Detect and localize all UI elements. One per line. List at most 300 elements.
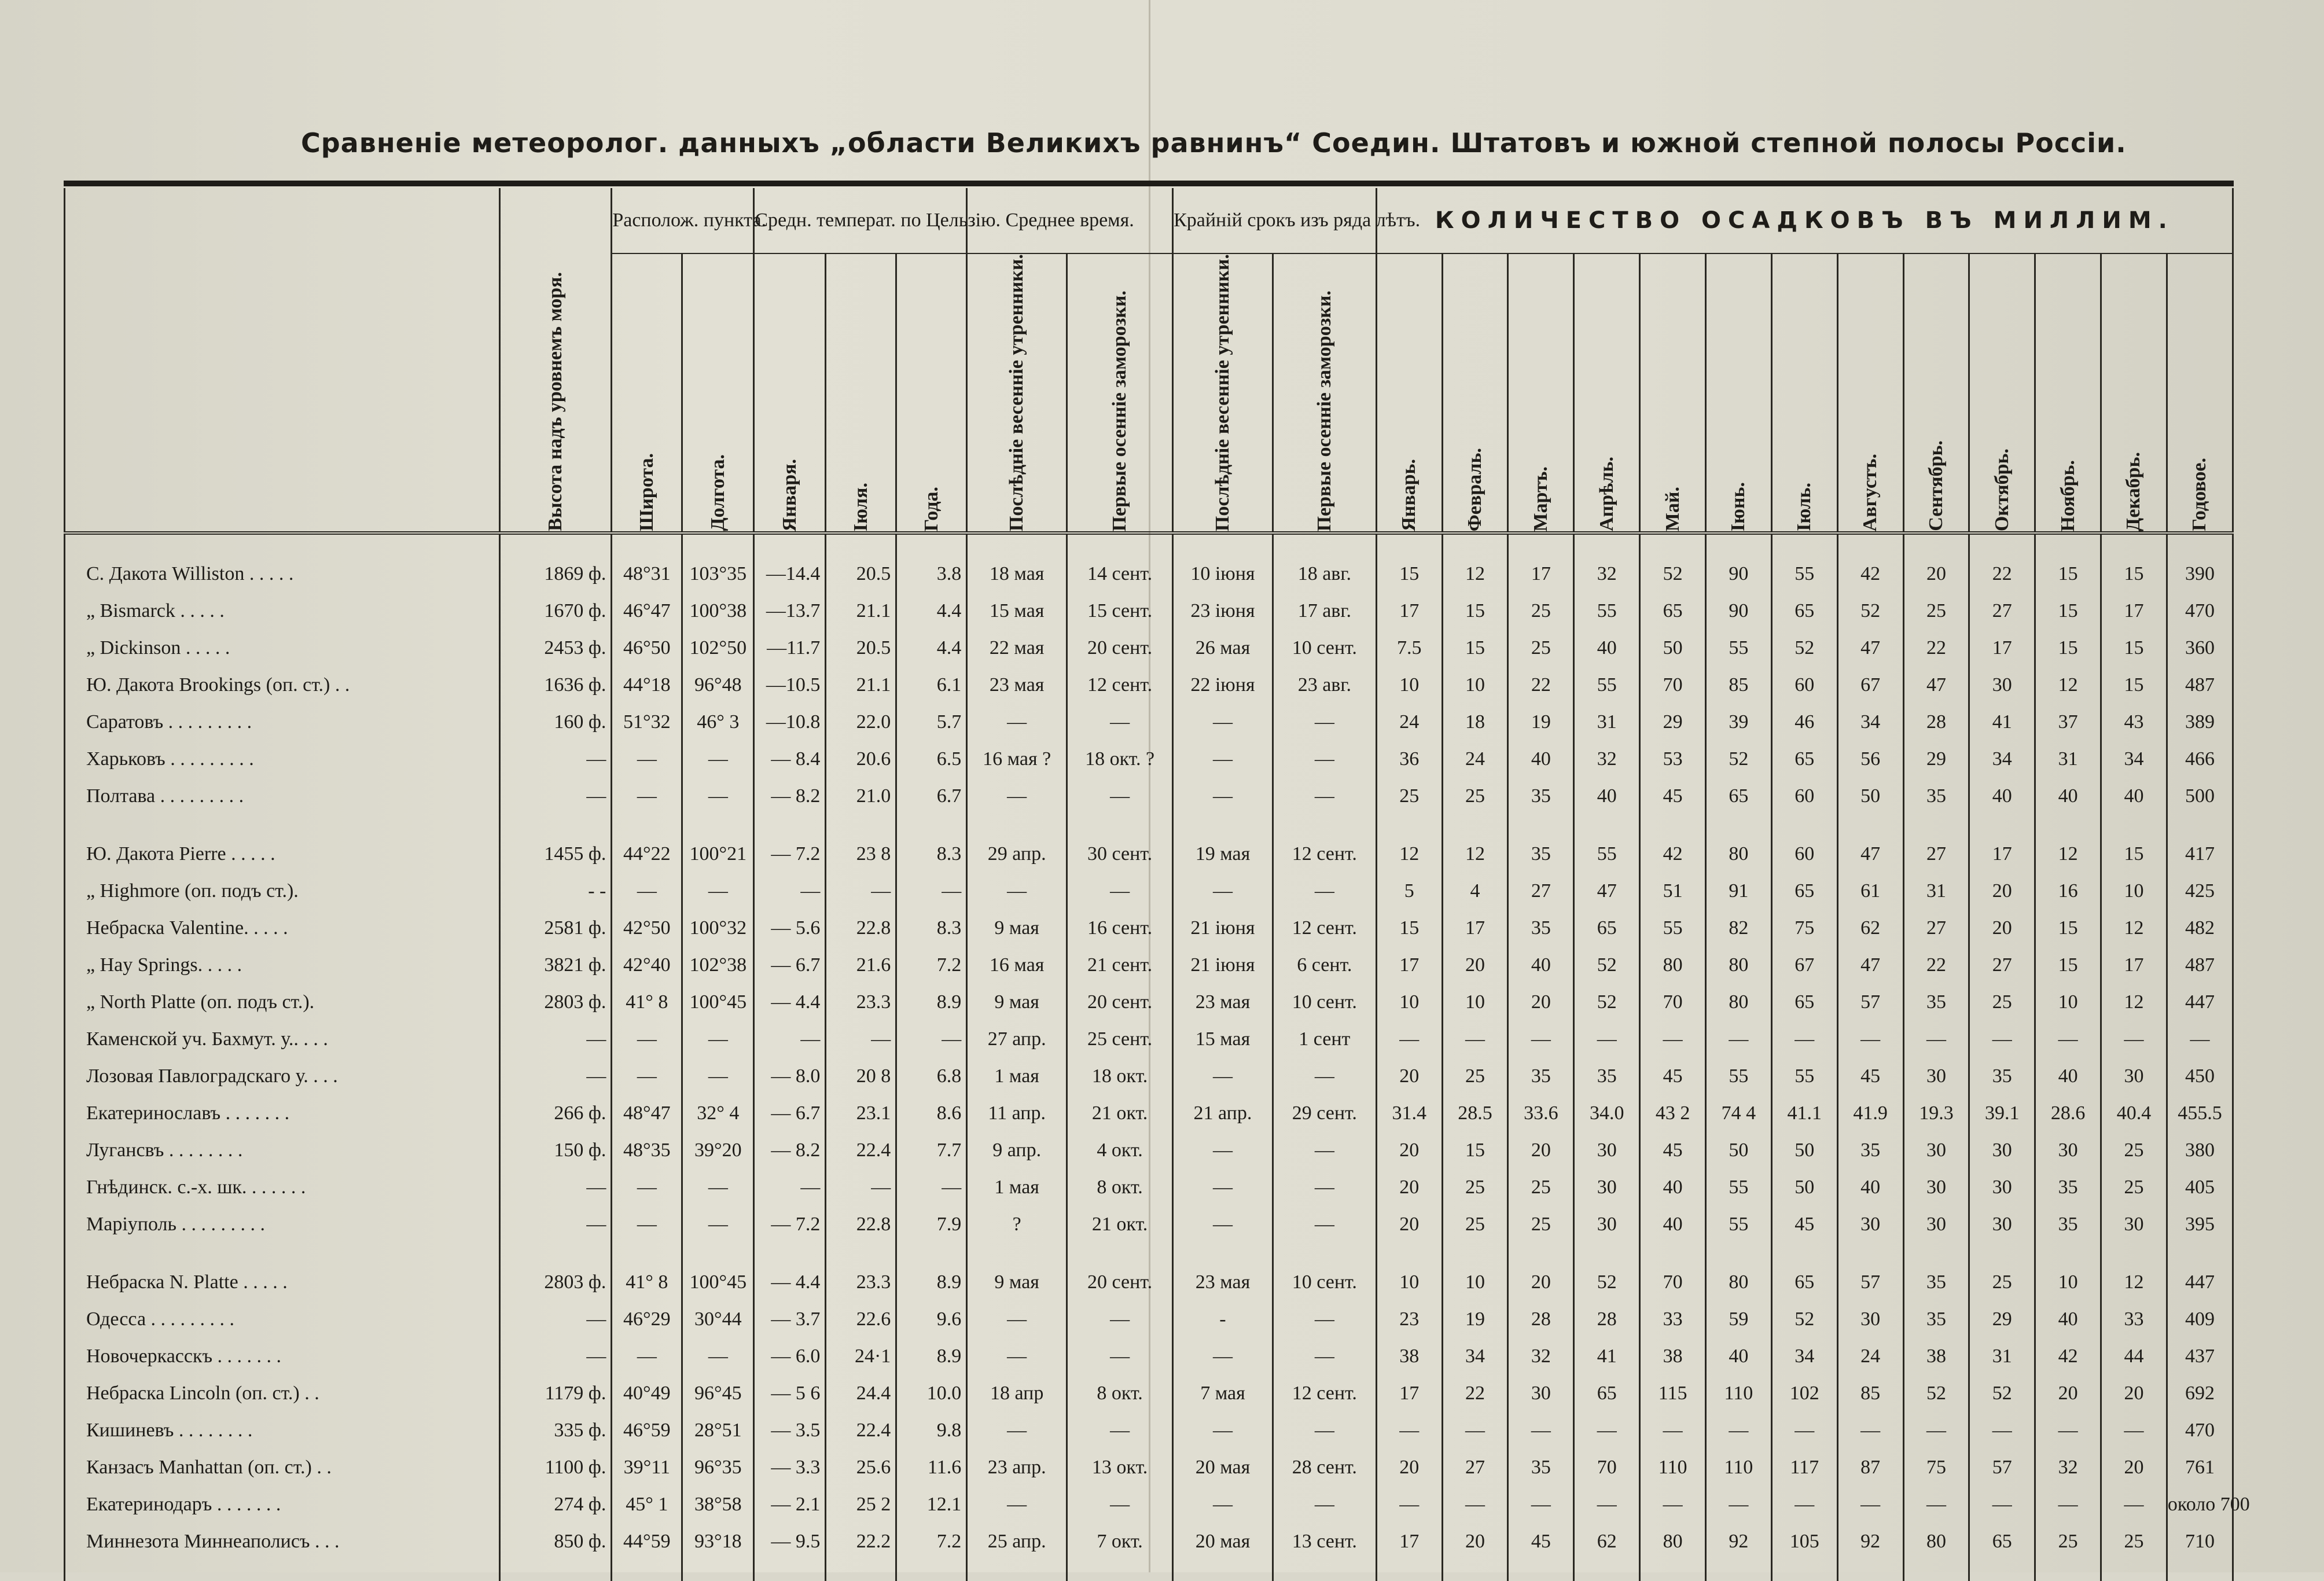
precip-cell: — [1903,1412,1969,1449]
date-cell: 10 сент. [1273,984,1376,1021]
precip-cell: 23 [1376,1301,1442,1338]
precip-cell: 52 [1969,1375,2035,1412]
precip-cell: — [1837,1021,1903,1058]
spacer-cell [967,1243,1067,1264]
date-cell: — [967,1486,1067,1523]
precip-cell: 28.6 [2035,1095,2101,1132]
station-name: Саратовъ . . . . . . . . . [65,704,500,741]
spacer-cell [1574,1560,1640,1581]
date-cell: 20 сент. [1067,1264,1173,1301]
date-cell: 16 мая ? [967,741,1067,778]
spacer-cell [1969,1243,2035,1264]
temperature-cell: 23.3 [826,984,896,1021]
precip-cell: 40 [2035,778,2101,815]
precip-cell: 38 [1903,1338,1969,1375]
temperature-cell: 8.9 [896,1338,967,1375]
temperature-cell: 6.5 [896,741,967,778]
precip-cell: 24 [1442,741,1508,778]
spacer-cell [2167,815,2233,836]
precip-cell: 10 [1376,984,1442,1021]
date-cell: 7 мая [1173,1375,1273,1412]
coordinate-cell: 48°47 [612,1095,682,1132]
header-jul: Іюля. [826,253,896,533]
height-cell: — [500,1021,612,1058]
coordinate-cell: 42°50 [612,910,682,947]
precip-cell: 42 [2035,1338,2101,1375]
date-cell: 7 окт. [1067,1523,1173,1560]
coordinate-cell: 96°48 [682,667,754,704]
precip-cell: 33 [1640,1301,1706,1338]
temperature-cell: — 7.2 [754,1206,826,1243]
temperature-cell: —10.8 [754,704,826,741]
temperature-cell: 25.6 [826,1449,896,1486]
date-cell: 21 апр. [1173,1095,1273,1132]
date-cell: — [1067,778,1173,815]
height-cell: — [500,741,612,778]
temperature-cell: — 2.1 [754,1486,826,1523]
spacer-cell [1376,1560,1442,1581]
precip-cell: 35 [1969,1058,2035,1095]
temperature-cell: — [896,1021,967,1058]
precip-cell: 20 [1376,1449,1442,1486]
date-cell: 17 авг. [1273,593,1376,630]
precip-cell: 70 [1574,1449,1640,1486]
temperature-cell: — 7.2 [754,836,826,873]
precip-cell: 45 [1508,1523,1574,1560]
precip-cell: — [1771,1021,1837,1058]
temperature-cell: 22.4 [826,1132,896,1169]
coordinate-cell: 30°44 [682,1301,754,1338]
station-name: Каменской уч. Бахмут. у.. . . . [65,1021,500,1058]
spacer-cell [826,1560,896,1581]
spacer-cell [1706,815,1772,836]
precip-cell: 25 [1508,630,1574,667]
spacer-cell [500,815,612,836]
coordinate-cell: 103°35 [682,556,754,593]
precip-cell: 15 [2101,630,2167,667]
temperature-cell: 20.5 [826,556,896,593]
date-cell: 1 сент [1273,1021,1376,1058]
precip-cell: 45 [1640,1132,1706,1169]
temperature-cell: — 4.4 [754,984,826,1021]
precip-cell: 35 [2035,1169,2101,1206]
precip-cell: 27 [1969,947,2035,984]
spacer-cell [682,1560,754,1581]
precip-cell: 35 [1508,836,1574,873]
spacer-cell [682,533,754,556]
temperature-cell: 20.6 [826,741,896,778]
station-name: Миннезота Миннеаполисъ . . . [65,1523,500,1560]
precip-cell: 27 [1969,593,2035,630]
precip-cell: 470 [2167,1412,2233,1449]
temperature-cell: — 6.7 [754,947,826,984]
precip-cell: 32 [2035,1449,2101,1486]
spacer-cell [1837,1243,1903,1264]
precip-cell: 20 [2035,1375,2101,1412]
precip-cell: 110 [1706,1449,1772,1486]
temperature-cell: 24.4 [826,1375,896,1412]
station-name: „ Dickinson . . . . . [65,630,500,667]
precip-cell: 40 [2101,778,2167,815]
coordinate-cell: 46° 3 [682,704,754,741]
date-cell: — [1173,1486,1273,1523]
date-cell: 19 мая [1173,836,1273,873]
precip-cell: 25 [1969,984,2035,1021]
precip-cell: 19 [1442,1301,1508,1338]
coordinate-cell: — [612,1169,682,1206]
precip-cell: 85 [1837,1375,1903,1412]
header-month-08: Августъ. [1837,253,1903,533]
spacer-cell [754,533,826,556]
precip-cell: 35 [1508,778,1574,815]
precip-cell: 80 [1706,984,1772,1021]
date-cell: — [1173,1132,1273,1169]
spacer-cell [1837,533,1903,556]
height-cell: - - [500,873,612,910]
header-jan: Января. [754,253,826,533]
date-cell: 21 сент. [1067,947,1173,984]
precip-cell: 761 [2167,1449,2233,1486]
precip-cell: 30 [1574,1132,1640,1169]
header-month-11: Ноябрь. [2035,253,2101,533]
coordinate-cell: 38°58 [682,1486,754,1523]
precip-cell: 57 [1837,984,1903,1021]
spacer-cell [1067,533,1173,556]
date-cell: — [1273,1486,1376,1523]
height-cell: 1100 ф. [500,1449,612,1486]
precip-cell: около 700 [2167,1486,2233,1523]
height-cell: 1670 ф. [500,593,612,630]
precip-cell: — [1969,1412,2035,1449]
precip-cell: 30 [1903,1169,1969,1206]
date-cell: 9 мая [967,984,1067,1021]
precip-cell: 62 [1574,1523,1640,1560]
date-cell: — [1067,1486,1173,1523]
header-avg-time: Среднее время. [967,188,1173,253]
spacer-cell [682,815,754,836]
table-row [65,1206,2233,1243]
precip-cell: 32 [1508,1338,1574,1375]
precip-cell: 65 [1771,741,1837,778]
header-month-09: Сентябрь. [1903,253,1969,533]
precip-cell: 52 [1903,1375,1969,1412]
precip-cell: 40 [1640,1206,1706,1243]
precip-cell: 38 [1640,1338,1706,1375]
precip-cell: 30 [1837,1206,1903,1243]
precip-cell: — [1574,1412,1640,1449]
precip-cell: 33.6 [1508,1095,1574,1132]
date-cell: 23 мая [967,667,1067,704]
precip-cell: 75 [1903,1449,1969,1486]
precip-cell: 34.0 [1574,1095,1640,1132]
date-cell: — [967,1301,1067,1338]
temperature-cell: 9.8 [896,1412,967,1449]
spacer-cell [754,1243,826,1264]
table-row [65,1375,2233,1412]
precip-cell: 50 [1771,1132,1837,1169]
station-name: Небраска Valentine. . . . . [65,910,500,947]
precip-cell: 5 [1376,873,1442,910]
precip-cell: 30 [1903,1132,1969,1169]
precip-cell: 12 [1442,836,1508,873]
date-cell: — [1173,1412,1273,1449]
precip-cell: 30 [1969,1206,2035,1243]
date-cell: 6 сент. [1273,947,1376,984]
precip-cell: 25 [2101,1169,2167,1206]
precip-cell: 30 [1969,1132,2035,1169]
precip-cell: 30 [1574,1169,1640,1206]
precip-cell: 417 [2167,836,2233,873]
precip-cell: 30 [2035,1132,2101,1169]
precip-cell: 28 [1574,1301,1640,1338]
temperature-cell: 4.4 [896,630,967,667]
precip-cell: — [2101,1021,2167,1058]
precip-cell: 25 [1376,778,1442,815]
coordinate-cell: 41° 8 [612,1264,682,1301]
coordinate-cell: 96°35 [682,1449,754,1486]
precip-cell: 4 [1442,873,1508,910]
table-row [65,1058,2233,1095]
precip-cell: 20 [1376,1132,1442,1169]
date-cell: ? [967,1206,1067,1243]
date-cell: 8 окт. [1067,1169,1173,1206]
spacer-cell [65,1560,500,1581]
height-cell: — [500,1206,612,1243]
coordinate-cell: 102°50 [682,630,754,667]
precip-cell: 25 [1903,593,1969,630]
temperature-cell: 21.0 [826,778,896,815]
temperature-cell: 23.1 [826,1095,896,1132]
precip-cell: 500 [2167,778,2233,815]
precip-cell: 65 [1771,1264,1837,1301]
spacer-cell [1837,1560,1903,1581]
precip-cell: 117 [1771,1449,1837,1486]
date-cell: 15 мая [967,593,1067,630]
coordinate-cell: 46°47 [612,593,682,630]
precip-cell: 12 [1442,556,1508,593]
temperature-cell: 8.3 [896,910,967,947]
header-lon: Долгота. [682,253,754,533]
precip-cell: 90 [1706,556,1772,593]
precip-cell: 15 [1442,593,1508,630]
temperature-cell: 22.4 [826,1412,896,1449]
precip-cell: 55 [1706,1058,1772,1095]
temperature-cell: 22.8 [826,910,896,947]
precip-cell: 82 [1706,910,1772,947]
precip-cell: 61 [1837,873,1903,910]
precip-cell: 45 [1640,1058,1706,1095]
temperature-cell: 22.6 [826,1301,896,1338]
spacer-cell [612,815,682,836]
date-cell: 12 сент. [1067,667,1173,704]
precip-cell: 30 [2101,1058,2167,1095]
date-cell: 18 мая [967,556,1067,593]
date-cell: 8 окт. [1067,1375,1173,1412]
temperature-cell: — [754,873,826,910]
precip-cell: 55 [1640,910,1706,947]
precip-cell: 27 [1903,836,1969,873]
temperature-cell: — 8.0 [754,1058,826,1095]
precip-cell: — [1837,1486,1903,1523]
temperature-cell: 7.2 [896,947,967,984]
precip-cell: 115 [1640,1375,1706,1412]
temperature-cell: — 6.0 [754,1338,826,1375]
precip-cell: 40 [2035,1301,2101,1338]
temperature-cell: — 8.2 [754,778,826,815]
coordinate-cell: — [682,741,754,778]
date-cell: 9 мая [967,1264,1067,1301]
station-name: „ Bismarck . . . . . [65,593,500,630]
precip-cell: 437 [2167,1338,2233,1375]
coordinate-cell: — [612,741,682,778]
station-name: Небраска Lincoln (оп. ст.) . . [65,1375,500,1412]
date-cell: 12 сент. [1273,836,1376,873]
precip-cell: 40 [1640,1169,1706,1206]
precip-cell: 15 [2101,836,2167,873]
precip-cell: 41 [1574,1338,1640,1375]
temperature-cell: — [826,1169,896,1206]
coordinate-cell: 102°38 [682,947,754,984]
date-cell: 23 апр. [967,1449,1067,1486]
header-name [65,188,500,533]
precip-cell: 30 [1837,1301,1903,1338]
temperature-cell: 7.9 [896,1206,967,1243]
spacer-cell [2035,815,2101,836]
spacer-cell [1508,815,1574,836]
precip-cell: 15 [2035,947,2101,984]
precip-cell: 16 [2035,873,2101,910]
precip-cell: — [1640,1021,1706,1058]
header-month-07: Іюль. [1771,253,1837,533]
precip-cell: 390 [2167,556,2233,593]
date-cell: 11 апр. [967,1095,1067,1132]
table-body [65,533,2250,1581]
temperature-cell: 6.8 [896,1058,967,1095]
table-row [65,1169,2233,1206]
page-title: Сравненіе метеоролог. данныхъ „области Великихъ равнинъ“ Соедин. Штатовъ и южной степной полосы Россіи. [301,127,2127,159]
precip-cell: 52 [1574,1264,1640,1301]
header-lat: Широта. [612,253,682,533]
precip-cell: 30 [1508,1375,1574,1412]
temperature-cell: — 5 6 [754,1375,826,1412]
precip-cell: 27 [1442,1449,1508,1486]
table-row [65,778,2233,815]
spacer-cell [967,1560,1067,1581]
precip-cell: 45 [1640,778,1706,815]
precip-cell: 70 [1640,984,1706,1021]
spacer-cell [2101,533,2167,556]
precip-cell: 50 [1771,1169,1837,1206]
height-cell: 2803 ф. [500,1264,612,1301]
height-cell: 2453 ф. [500,630,612,667]
precip-cell: 110 [1706,1375,1772,1412]
spacer-cell [1969,1560,2035,1581]
precip-cell: 45 [1837,1058,1903,1095]
coordinate-cell: — [612,1206,682,1243]
date-cell: — [1173,1169,1273,1206]
coordinate-cell: — [682,1058,754,1095]
header-month-12: Декабрь. [2101,253,2167,533]
spacer-cell [1442,533,1508,556]
date-cell: 9 апр. [967,1132,1067,1169]
station-name: Екатеринославъ . . . . . . . [65,1095,500,1132]
precip-cell: — [1508,1021,1574,1058]
precip-cell: 405 [2167,1169,2233,1206]
precip-cell: 31 [1574,704,1640,741]
spacer-cell [2167,1243,2233,1264]
spacer-cell [1442,815,1508,836]
coordinate-cell: — [612,873,682,910]
header-annual: Годовое. [2167,253,2233,533]
temperature-cell: 8.6 [896,1095,967,1132]
precip-cell: 29 [1903,741,1969,778]
temperature-cell: 20 8 [826,1058,896,1095]
precip-cell: 41.9 [1837,1095,1903,1132]
temperature-cell: — [754,1021,826,1058]
spacer-cell [1706,1243,1772,1264]
precip-cell: 27 [1508,873,1574,910]
precip-cell: — [1706,1486,1772,1523]
spacer-cell [682,1243,754,1264]
height-cell: 3821 ф. [500,947,612,984]
temperature-cell: 20.5 [826,630,896,667]
precip-cell: 53 [1640,741,1706,778]
precip-cell: 30 [1574,1206,1640,1243]
temperature-cell: 8.9 [896,984,967,1021]
precip-cell: 90 [1706,593,1772,630]
precip-cell: 35 [1574,1058,1640,1095]
precip-cell: 34 [1837,704,1903,741]
height-cell: 1869 ф. [500,556,612,593]
station-name: Ю. Дакота Brookings (оп. ст.) . . [65,667,500,704]
precip-cell: — [2035,1486,2101,1523]
precip-cell: 389 [2167,704,2233,741]
date-cell: 20 мая [1173,1449,1273,1486]
row-group-gap [65,1243,2233,1264]
spacer-cell [1706,1560,1772,1581]
precip-cell: 55 [1771,1058,1837,1095]
spacer-cell [1903,1243,1969,1264]
precip-cell: 12 [2101,984,2167,1021]
precip-cell: 30 [2101,1206,2167,1243]
precip-cell: 25 [2035,1523,2101,1560]
precip-cell: 62 [1837,910,1903,947]
temperature-cell: 9.6 [896,1301,967,1338]
precip-cell: 28 [1508,1301,1574,1338]
table-row [65,910,2233,947]
precip-cell: 487 [2167,947,2233,984]
station-name: Небраска N. Platte . . . . . [65,1264,500,1301]
precip-cell: 55 [1574,593,1640,630]
spacer-cell [500,1243,612,1264]
spacer-cell [1969,533,2035,556]
spacer-cell [1376,815,1442,836]
station-name: Лозовая Павлоградскаго у. . . . [65,1058,500,1095]
spacer-cell [1067,815,1173,836]
coordinate-cell: — [612,1338,682,1375]
date-cell: 9 мая [967,910,1067,947]
spacer-cell [1640,1243,1706,1264]
spacer-cell [1173,1243,1273,1264]
spacer-cell [1067,1243,1173,1264]
date-cell: — [967,1412,1067,1449]
precip-cell: 40 [1574,630,1640,667]
precip-cell: 55 [1574,667,1640,704]
date-cell: — [1067,704,1173,741]
precip-cell: 25 [1508,1206,1574,1243]
date-cell: — [1173,1058,1273,1095]
precip-cell: 52 [1640,556,1706,593]
